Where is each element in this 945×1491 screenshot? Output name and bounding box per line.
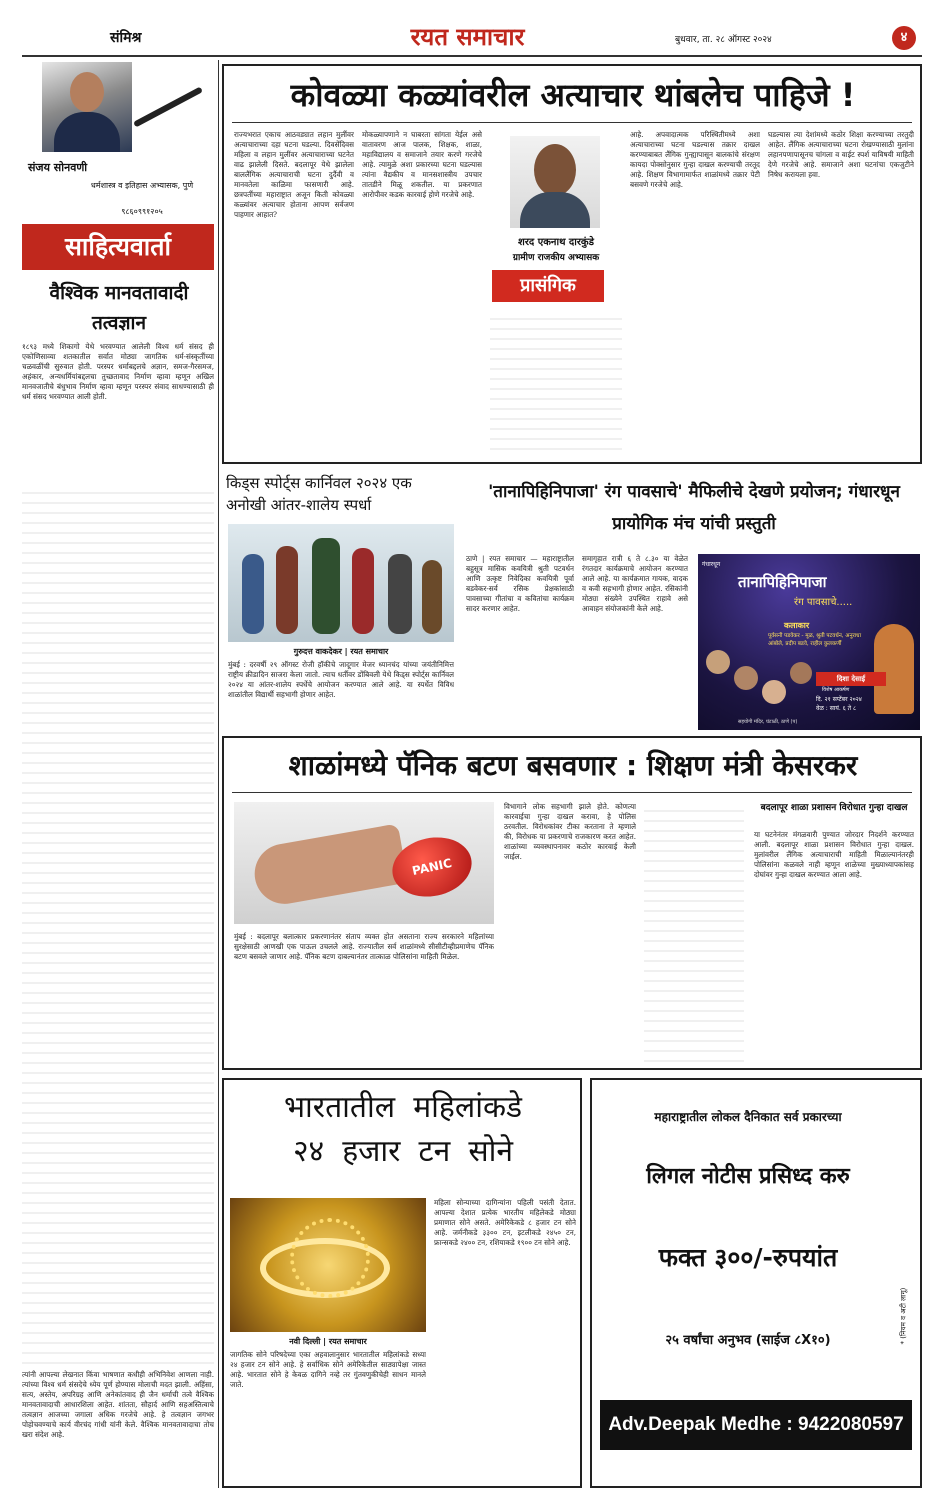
sidebar-author-name: संजय सोनवणी (28, 161, 88, 174)
page-header (0, 0, 945, 56)
gold-headline-2: २४ हजार टन सोने (292, 1134, 514, 1169)
music-poster (698, 554, 920, 730)
kids-sports-article (222, 470, 460, 730)
author-photo (42, 62, 132, 152)
ad-side-note: * (नियम व अटी लागू) (899, 1287, 908, 1345)
sidebar-author-title: धर्मशास्त्र व इतिहास अभ्यासक, पुणे (90, 181, 194, 190)
ad-line-1: महाराष्ट्रातील लोकल दैनिकात सर्व प्रकारच्या (654, 1110, 842, 1124)
panic-button-icon: PANIC (387, 830, 477, 903)
poster-subtitle: रंग पावसाचे..... (794, 597, 853, 608)
kids-headline: किड्स स्पोर्ट्स कार्निवल २०२४ एक अनोखी आंतर-शालेय स्पर्धा (226, 474, 412, 514)
sidebar-column (22, 60, 214, 1488)
lead-col-4: आहे. अपवादात्मक परिस्थितीमध्ये अशा अत्याचाराच्या घटना घडल्यास तक्रार दाखल करण्याबाबत लैंगिक गुन्ह्यापासून बालकांचे संरक्षण कायदा पोक्सोनुसार गुन्हा दाखल करण्याची तरतूद आहे. शिक्षण विभागामार्फत शाळांमध्ये तक्रार पेटी बसवणे गरजेचे आहे. (630, 130, 760, 189)
sidebar-headline: वैश्विक मानवतावादी तत्वज्ञान (49, 282, 189, 334)
legal-notice-ad (590, 1078, 922, 1488)
music-col-1: ठाणे | रयत समाचार — महाराष्ट्रातील बहुसूत्र मासिक कवयित्री श्रुती पटवर्धन आणि उत्कृष्ट निवेदिका कवयित्री पूर्वा बडवेकर-सर्व रसिक प्रेक्षकांसाठी पावसाच्या गीतांचा व कवितांचा कार्यक्रम सादर करणार आहेत. (466, 554, 574, 613)
panic-button-article (222, 736, 922, 1070)
gold-credit: नवी दिल्ली | रयत समाचार (289, 1337, 367, 1346)
lead-author-title: ग्रामीण राजकीय अभ्यासक (512, 253, 600, 263)
poster-logo: गंधारधून (702, 561, 721, 568)
music-event-article (466, 470, 922, 732)
page-number: ४ (892, 26, 916, 50)
panic-subhead: बदलापूर शाळा प्रशासन विरोधात गुन्हा दाखल (760, 803, 908, 813)
panic-photo (234, 802, 494, 924)
ad-contact-bar: Adv.Deepak Medhe : 9422080597 (600, 1400, 912, 1450)
pen-illustration-icon (133, 87, 203, 128)
kids-sports-photo (228, 524, 454, 642)
masthead: रयत समाचार (410, 22, 525, 51)
kids-credit: गुरुदत्त वाकदेकर | रयत समाचार (293, 647, 389, 656)
lead-author-name: शरद एकनाथ दारकुंडे (518, 237, 594, 248)
panic-col-1-body: मुंबई : बदलापूर बलात्कार प्रकरणानंतर संताप व्यक्त होत असताना राज्य सरकारने महिलांच्या सुरक्षेसाठी आणखी एक पाऊल उचलले आहे. राज्यातील सर्व शाळांमध्ये सीसीटीव्हीप्रमाणेच पॅनिक बटण बसवले जाणार आहे. पॅनिक बटण दाबल्यानंतर तात्काळ पोलिसांना माहिती मिळेल. (234, 932, 494, 961)
poster-time: वेळ : सायं. ६ ते ८ (816, 705, 857, 712)
lead-col-2: मोकळ्यापणाने न घाबरता सांगता येईल असे वातावरण आज पालक, शिक्षक, शाळा, महाविद्यालय व समाजाने तयार करणे गरजेचे आहे. त्यामुळे अशा प्रकारच्या घटना घडल्यास त्यांना वैद्यकीय व मानसशास्त्रीय उपचार तातडीने मिळू शकतील. या प्रकरणात आरोपीवर कडक कारवाई होणे गरजेचे आहे. (362, 130, 482, 199)
lead-author-photo (510, 136, 600, 228)
gold-col-1: जागतिक सोने परिषदेच्या एका अहवालानुसार भारतातील महिलांकडे सध्या २४ हजार टन सोने आहे. हे सर्वाधिक सोने अमेरिकेतील साठ्यापेक्षा जास्त आहे. भारतात सोने हे केवळ दागिने नव्हे तर गुंतवणुकीचेही साधन मानले जाते. (230, 1350, 426, 1389)
music-col-2: समागृहात रात्री ६ ते ८.३० या वेळेत रंगतदार कार्यक्रमाचे आयोजन करण्यात आले आहे. या कार्यक्रमात गायक, वादक व कवी सहभागी होणार आहेत. रसिकांनी मोठ्या संख्येने उपस्थित राहावे असे आवाहन संयोजकांनी केले आहे. (582, 554, 688, 613)
poster-guest-role: विशेष आकर्षण (822, 687, 850, 693)
sidebar-body-start: १८९३ मध्ये शिकागो येथे भरवण्यात आलेली विश्व धर्म संसद ही एकोणिसाव्या शतकातील सर्वात मोठ्या जागतिक धर्म-संस्कृतींच्या चळवळींची सुरुवात होती. परस्पर धर्माबद्दलचे अज्ञान, समज-गैरसमज, अहंकार, अन्यधर्मियांबद्दलचा तुच्छतावाद निर्माण व्हावा म्हणून अखिल मानवजातीचे बंधुभाव निर्माण व्हावा म्हणून परस्पर संवाद साधण्यासाठी ही धर्म संसद भरवण्यात आली होती. (22, 342, 214, 401)
poster-title: तानापिहिनिपाजा (738, 573, 827, 591)
kids-body: मुंबई : दरवर्षी २९ ऑगस्ट रोजी हॉकीचे जादूगार मेजर ध्यानचंद यांच्या जयंतीनिमित्त राष्ट्रीय क्रीडादिन साजरा केला जातो. त्याच धर्तीवर डोंबिवली येथे किड्स स्पोर्ट्स कार्निवल २०२४ या आंतर-शालेय स्पर्धेचे आयोजन करण्यात आले आहे. या स्पर्धेत विविध शाळांतील विद्यार्थी सहभागी होणार आहेत. (228, 660, 454, 699)
sidebar-body-end: त्यांनी आपल्या लेखनात किंवा भाषणात कधीही अभिनिवेश आणला नाही. त्यांच्या विश्व धर्म संसदेचे ध्येय पूर्ण होण्यास मोलाची मदत झाली. अहिंसा, सत्य, अस्तेय, अपरिग्रह आणि अनेकांतवाद ही जैन धर्माची तत्वे वैश्विक मानवतावादाची आधारशिला आहेत. शांतता, सौहार्द आणि सहअस्तित्वाचे तत्वज्ञान आजच्या जगाला अधिक गरजेचे आहे. हे तत्वज्ञान जगभर पोहोचवण्याचे कार्य वीरचंद गांधी यांनी केले. वैश्विक मानवतावादाचा तोच खरा संदेश आहे. (22, 1370, 214, 1439)
poster-guest: दिशा देसाई (816, 672, 886, 686)
poster-artists-label: कलाकार (784, 621, 810, 630)
section-label: संमिश्र (110, 30, 142, 46)
poster-dancer (874, 624, 914, 714)
panic-headline: शाळांमध्ये पॅनिक बटण बसवणार : शिक्षण मंत्री केसरकर (288, 749, 858, 782)
gold-col-2: महिला सोन्याच्या दागिन्यांना पहिली पसंती देतात. आपल्या देशात प्रत्येक भारतीय महिलेकडे मोठ्या प्रमाणात सोने असते. अमेरिकेकडे ८ हजार टन सोने आहे. जर्मनीकडे ३३०० टन, इटलीकडे २४५० टन, फ्रान्सकडे २४०० टन, रशियाकडे १९०० टन सोने आहे. (434, 1198, 576, 1247)
lead-article (222, 64, 922, 464)
poster-date: दि. २१ सप्टेंबर २०२४ (816, 696, 862, 703)
ad-line-3: फक्त ३००/-रुपयांत (658, 1243, 838, 1272)
poster-artists: पूर्वसनी पडवेकर - मूळ, श्रुती पटवर्धन, अनुराधा आंबोले, प्रदीप बडवे, राहील कुलकर्णी (768, 633, 861, 647)
opinion-tag: प्रासंगिक (492, 270, 604, 302)
lead-col-1: राज्यभरात एकाच आठवड्यात लहान मुलींवर अत्याचाराच्या दहा घटना घडल्या. दिवसेंदिवस महिला व लहान मुलींवर अत्याचाराच्या घटनेत वाढ झालेली दिसते. बदलापूर येथे झालेला बाललैंगिक अत्याचाराची घटना दुर्दैवी व मानवतेला काळिमा फासणारी आहे. छत्रपतींच्या महाराष्ट्रात अजून किती कोवळ्या कळ्यांवर अत्याचार होताना आपण सर्वजण पाहणार आहात? (234, 130, 354, 219)
ad-line-4: २५ वर्षांचा अनुभव (साईज ८X१०) (665, 1333, 831, 1348)
issue-date: बुधवार, ता. २८ ऑगस्ट २०२४ (675, 35, 772, 45)
sidebar-body-filler (22, 484, 214, 1364)
column-banner: साहित्यवार्ता (22, 224, 214, 270)
poster-venue: सहयोगी मंदिर, घंटाळी, ठाणे (प) (738, 719, 798, 725)
ad-line-2: लिगल नोटीस प्रसिध्द करु (646, 1164, 850, 1189)
gold-article (222, 1078, 582, 1488)
sidebar-author-phone: ९८६०९९१२०५ (121, 207, 163, 216)
lead-author-block (490, 130, 622, 340)
lead-headline: कोवळ्या कळ्यांवरील अत्याचार थांबलेच पाहिजे ! (290, 76, 856, 114)
panic-col-3: या घटनेनंतर मंगळवारी पुण्यात जोरदार निदर्शने करण्यात आली. बदलापूर शाळा प्रशासन विरोधात गुन्हा दाखल. मुलांवरील लैंगिक अत्याचाराची माहिती मिळाल्यानंतरही पोलिसांना कळवले नाही म्हणून शाळेच्या मुख्याध्यापकांसह दोघांवर गुन्हा दाखल करण्यात आला आहे. (754, 830, 914, 879)
lead-col-5: घडल्यास त्या देशांमध्ये कठोर शिक्षा करण्याच्या तरतुदी आहेत. लैंगिक अत्याचाराच्या घटना रोखण्यासाठी मुलांना लहानपणापासूनच चांगला व वाईट स्पर्श याविषयी माहिती देणे गरजेचे आहे. समाजाने अशा घटनांचा एकजुटीने निषेध करायला हवा. (768, 130, 914, 179)
gold-headline-1: भारतातील महिलांकडे (283, 1090, 523, 1125)
gold-jewellery-photo (230, 1198, 426, 1332)
music-headline: 'तानापिहिनिपाजा' रंग पावसाचे' मैफिलीचे देखणे प्रयोजन; गंधारधून प्रायोगिक मंच यांची प्रस्तुती (488, 482, 900, 534)
panic-col-2: विभागाने लोक सहभागी झाले होते. कोणत्या कारवाईचा गुन्हा दाखल करावा, हे पोलिस ठरवतील. विरोधकांवर टीका करताना ते म्हणाले की, विरोधक या प्रकरणाचे राजकारण करत आहेत. शाळांच्या व्यवस्थापनावर कठोर कारवाई केली जाईल. (504, 802, 636, 861)
